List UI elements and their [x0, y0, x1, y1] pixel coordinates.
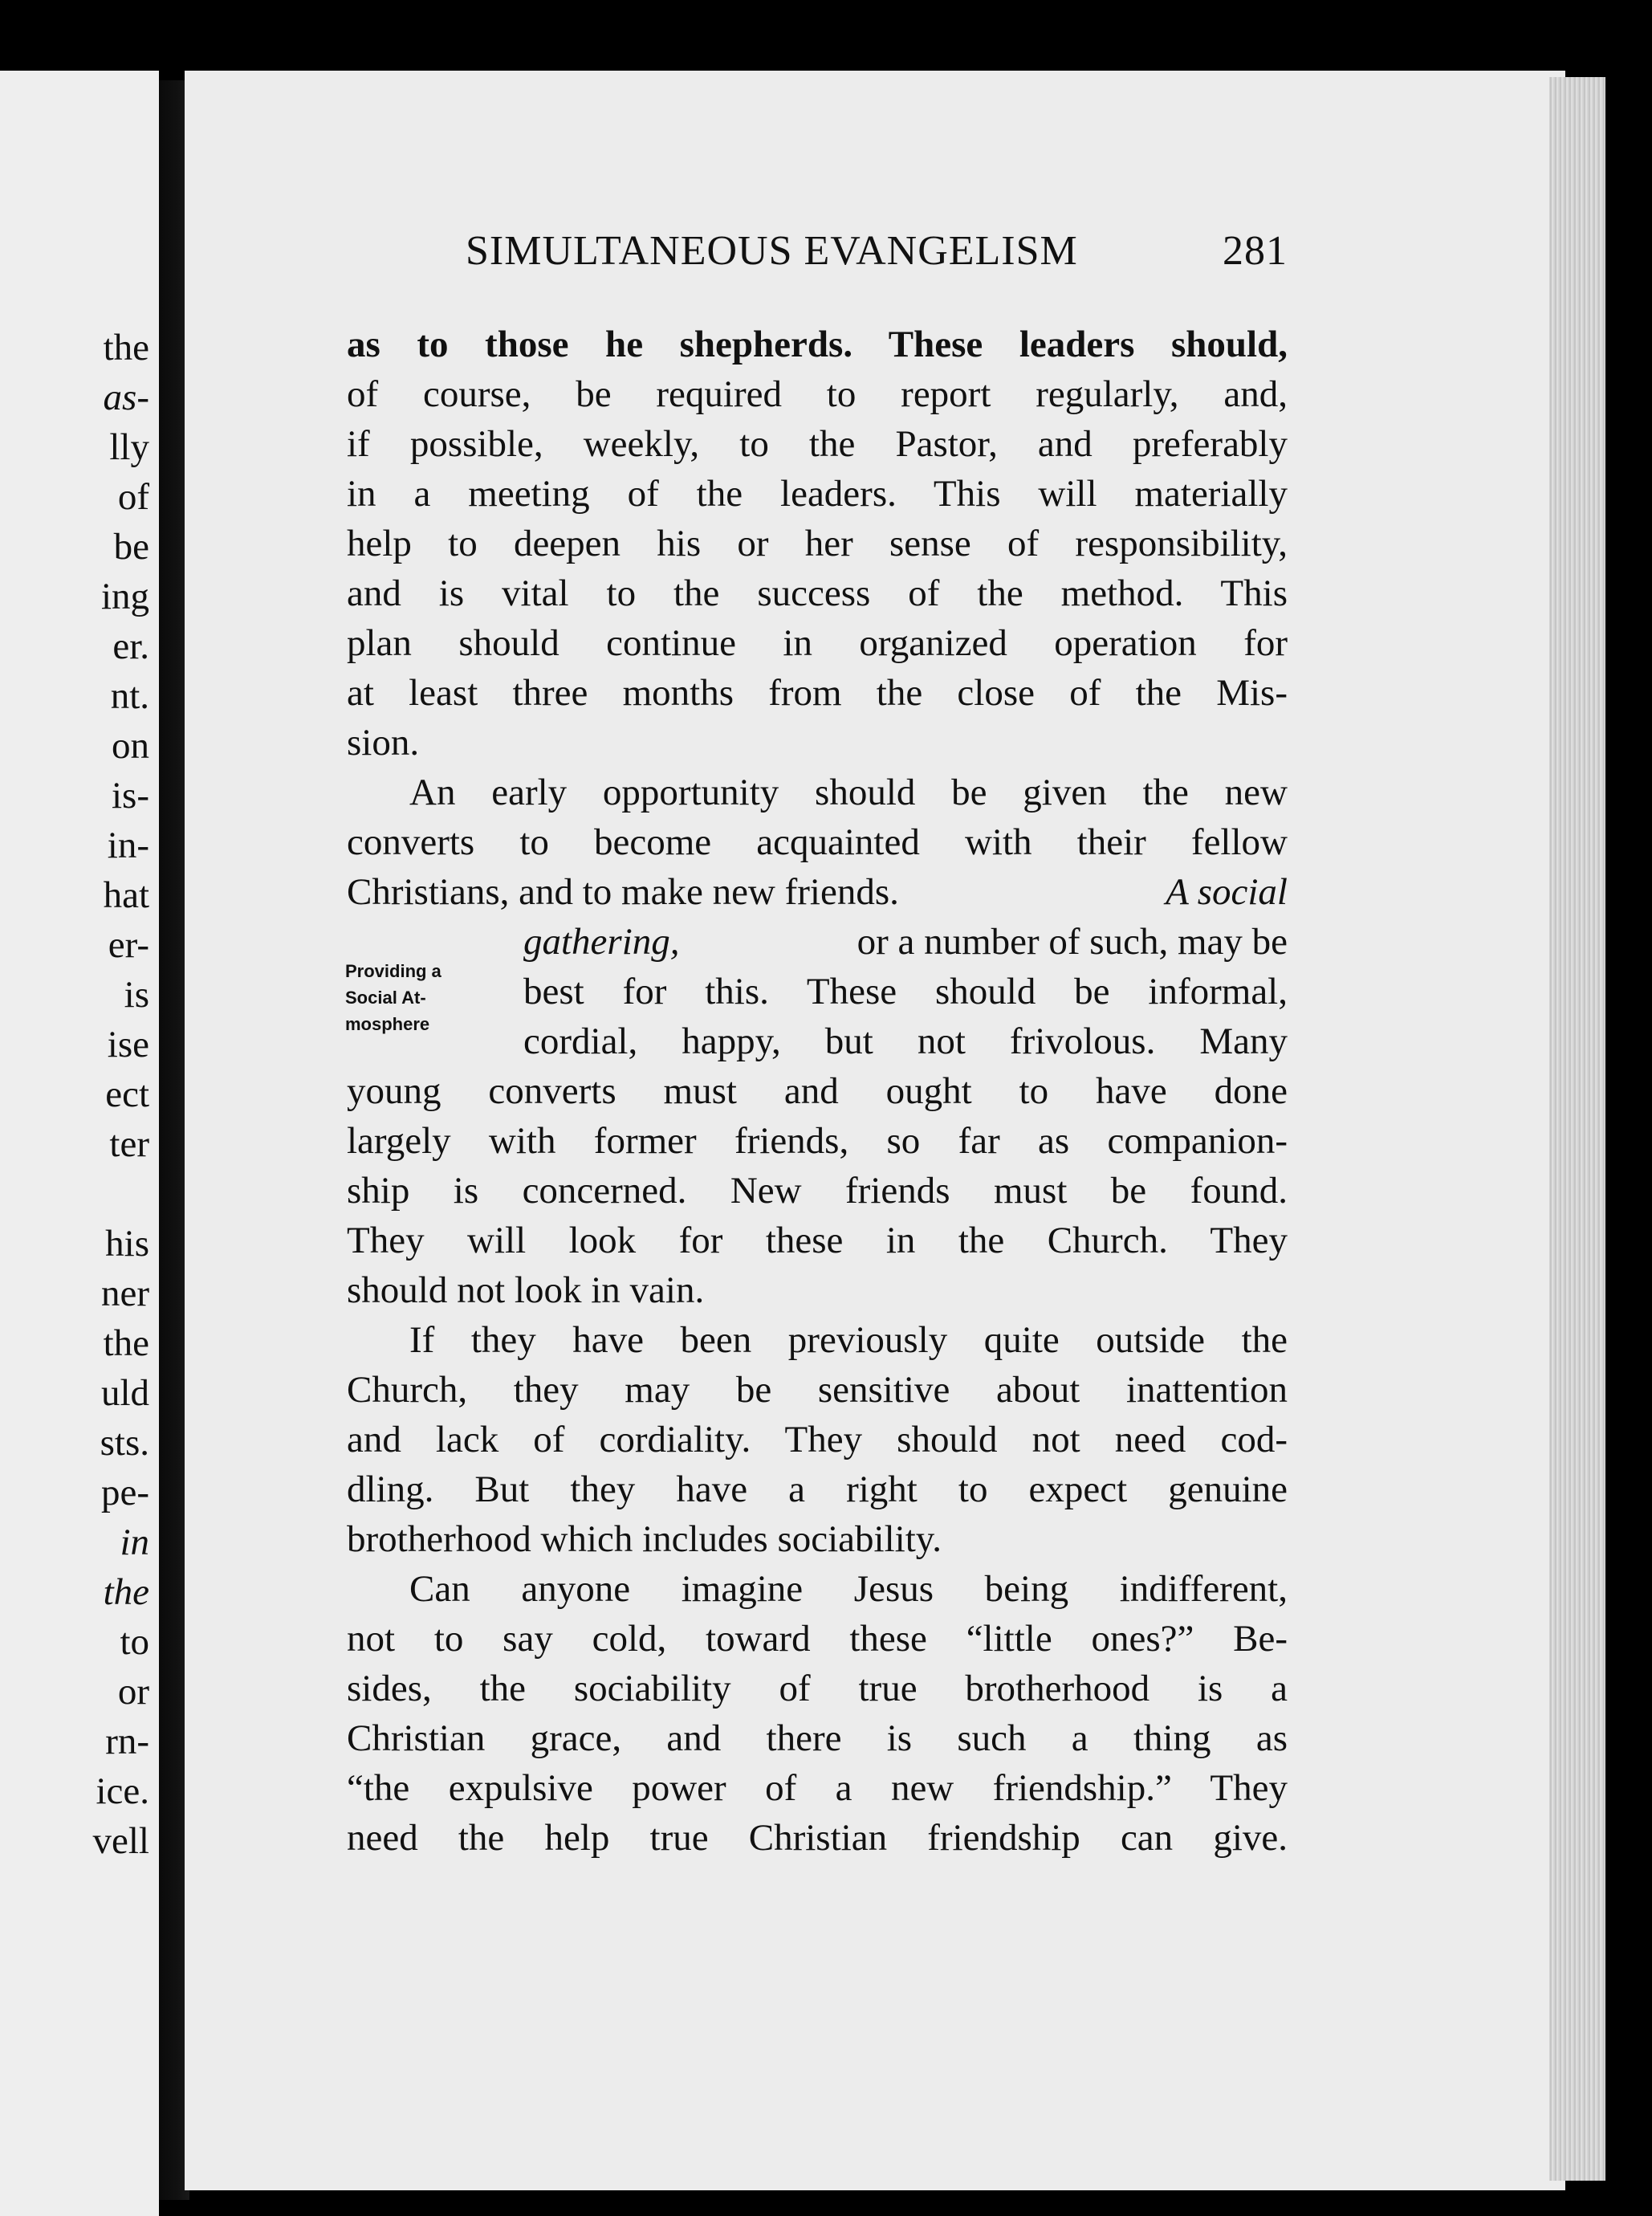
text-line: largely with former friends, so far as companion-: [347, 1120, 1288, 1162]
facing-page-fragment-text: pe-: [100, 1472, 149, 1513]
text-line: at least three months from the close of the Mis-: [347, 672, 1288, 714]
facing-page-fragment-text: ice.: [96, 1770, 149, 1812]
facing-page-fragment-text: er-: [108, 924, 149, 966]
running-title: SIMULTANEOUS EVANGELISM: [466, 228, 1078, 274]
text-line: need the help true Christian friendship can give.: [347, 1817, 1288, 1859]
text-line: Can anyone imagine Jesus being indifferent,: [409, 1568, 1288, 1610]
text-line: If they have been previously quite outside the: [409, 1319, 1288, 1361]
text-line: “the expulsive power of a new friendship.” They: [347, 1767, 1288, 1809]
text-line: [347, 867, 1288, 917]
text-line: young converts must and ought to have done: [347, 1070, 1288, 1112]
text-line: not to say cold, toward these “little ones?” Be-: [347, 1618, 1288, 1660]
facing-page-fragment-text: rn-: [105, 1721, 149, 1762]
facing-page-fragment-text: be: [113, 526, 149, 568]
facing-page-fragment-text: the: [103, 327, 149, 369]
facing-page-fragment-text: is: [124, 974, 149, 1016]
text-line: ship is concerned. New friends must be found.: [347, 1170, 1288, 1212]
facing-page-fragment-text: sts.: [100, 1422, 149, 1464]
page-edges: [1549, 77, 1605, 2181]
facing-page-fragment-text: vell: [92, 1820, 149, 1862]
facing-page-fragment-text: the: [103, 1322, 149, 1364]
text-line: brotherhood which includes sociability.: [347, 1518, 942, 1560]
marginal-note: [345, 958, 506, 1037]
text-line: dling. But they have a right to expect genuine: [347, 1469, 1288, 1510]
text-run: Christians, and to make new friends.: [347, 871, 899, 913]
facing-page-fragment-text: ing: [100, 576, 149, 617]
text-line: in a meeting of the leaders. This will materially: [347, 473, 1288, 515]
facing-page-fragment-text: on: [112, 725, 149, 767]
page-number: 281: [1223, 228, 1288, 274]
marginal-note-line: Social At-: [345, 988, 426, 1008]
text-line: of course, be required to report regularly, and,: [347, 373, 1288, 415]
marginal-note-line: Providing a: [345, 961, 441, 981]
text-line: best for this. These should be informal,: [523, 971, 1288, 1012]
facing-page-fragment: [0, 71, 159, 2216]
text-line: if possible, weekly, to the Pastor, and preferably: [347, 423, 1288, 465]
marginal-note-line: mosphere: [345, 1014, 430, 1034]
facing-page-fragment-text: ise: [107, 1024, 149, 1065]
text-line: sides, the sociability of true brotherhood is a: [347, 1668, 1288, 1709]
facing-page-fragment-text: er.: [112, 625, 149, 667]
text-line: Church, they may be sensitive about inattention: [347, 1369, 1288, 1411]
text-line: An early opportunity should be given the new: [409, 772, 1288, 813]
text-line: converts to become acquainted with their fellow: [347, 821, 1288, 863]
facing-page-fragment-text: ect: [105, 1073, 149, 1115]
facing-page-fragment-text: the: [103, 1571, 149, 1613]
text-line: and is vital to the success of the method. This: [347, 572, 1288, 614]
facing-page-fragment-text: of: [117, 476, 149, 518]
emphasis: A social: [1166, 871, 1288, 913]
facing-page-fragment-text: as-: [103, 377, 149, 418]
text-line: should not look in vain.: [347, 1269, 705, 1311]
facing-page-fragment-text: ner: [100, 1273, 149, 1314]
text-line: [523, 917, 1288, 967]
text-line: as to those he shepherds. These leaders should,: [347, 324, 1288, 365]
text-line: cordial, happy, but not frivolous. Many: [523, 1020, 1288, 1062]
facing-page-fragment-text: or: [117, 1671, 149, 1713]
facing-page-fragment-text: uld: [100, 1372, 149, 1414]
facing-page-fragment-text: in: [120, 1521, 149, 1563]
text-line: and lack of cordiality. They should not need cod-: [347, 1419, 1288, 1460]
facing-page-fragment-text: to: [120, 1621, 149, 1663]
facing-page-fragment-text: lly: [109, 426, 149, 468]
text-line: sion.: [347, 722, 420, 764]
facing-page-fragment-text: his: [105, 1223, 149, 1265]
text-line: help to deepen his or her sense of responsibility,: [347, 523, 1288, 564]
emphasis: gathering,: [523, 921, 680, 963]
facing-page-fragment-text: is-: [112, 775, 149, 817]
text-line: They will look for these in the Church. They: [347, 1220, 1288, 1261]
text-line: Christian grace, and there is such a thing as: [347, 1717, 1288, 1759]
facing-page-fragment-text: in-: [107, 825, 149, 866]
facing-page-fragment-text: hat: [103, 874, 149, 916]
text-line: plan should continue in organized operation for: [347, 622, 1288, 664]
text-run: or a number of such, may be: [857, 921, 1288, 963]
facing-page-fragment-text: nt.: [110, 675, 149, 717]
facing-page-fragment-text: ter: [109, 1123, 149, 1165]
